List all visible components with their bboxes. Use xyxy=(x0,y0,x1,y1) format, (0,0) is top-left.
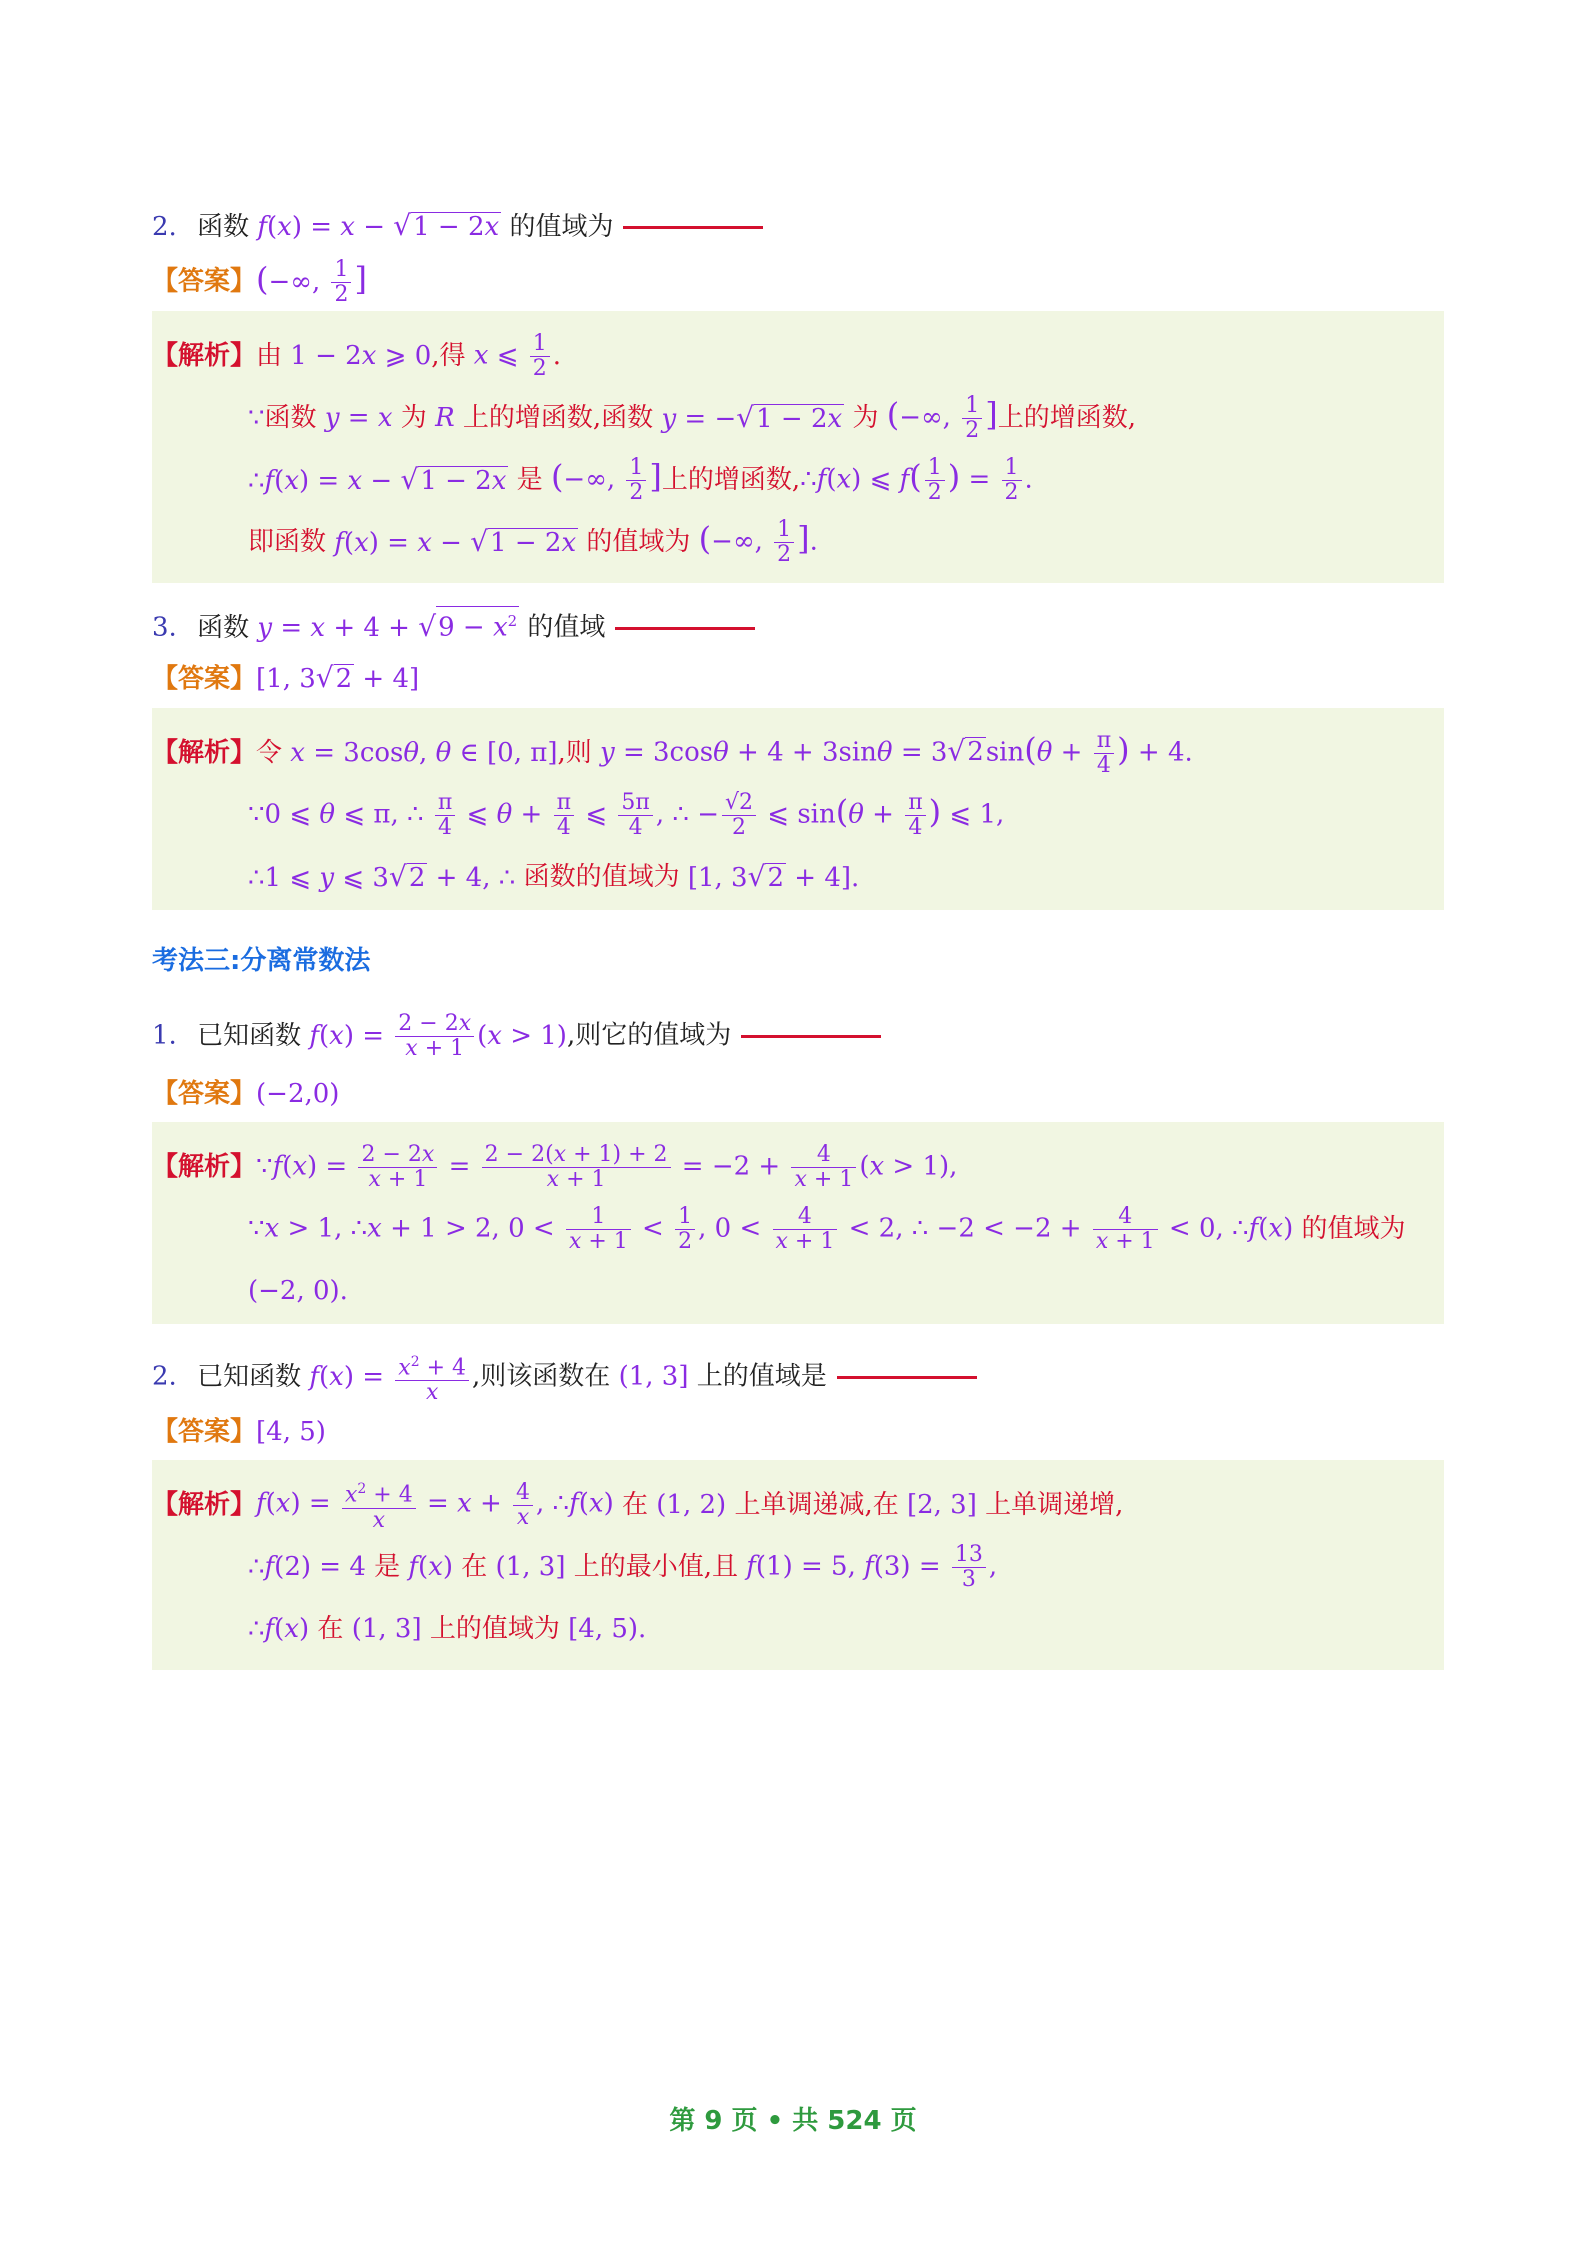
question-number: 2. xyxy=(152,1361,177,1392)
question-suffix: 的值域 xyxy=(527,612,606,643)
answer-tag: 【答案】 xyxy=(152,664,257,694)
answer-tag: 【答案】 xyxy=(152,266,257,297)
solution-tag: 【解析】 xyxy=(152,1490,257,1520)
solution-box-q2 xyxy=(152,311,1444,583)
question-prefix: 函数 xyxy=(197,212,250,242)
solution-line: 即函数 f(x) = x − √1 − 2x 的值域为 (−∞, $\frac{1}{2}$ ]. xyxy=(248,516,818,567)
question-prefix: 已知函数 xyxy=(197,1020,302,1051)
answer-tag: 【答案】 xyxy=(152,1417,257,1447)
answer-tag: 【答案】 xyxy=(152,1079,257,1109)
answer-value: [4, 5) xyxy=(256,1417,326,1447)
question-suffix: 的值域为 xyxy=(509,212,614,242)
answer-row xyxy=(152,1412,1442,1452)
answer-blank xyxy=(837,1376,977,1379)
question-formula: f(x) = x − √1 − 2x xyxy=(257,209,500,242)
question-number: 2. xyxy=(152,212,177,242)
answer-blank xyxy=(741,1035,881,1038)
answer-value: [1, 3√2 + 4] xyxy=(256,661,420,694)
answer-row xyxy=(152,658,1442,699)
question-2 xyxy=(152,206,1442,247)
solution-line: 【解析】 ∵f(x) = $\frac{2 - 2x}{x + 1}$ = $\frac{2 - 2(x + 1) + 2}{x + 1}$ = −2 + $\frac{4}{x + 1}$ (x > 1), xyxy=(152,1141,958,1192)
answer-row xyxy=(152,1074,1442,1114)
answer-blank xyxy=(615,627,755,630)
solution-tag: 【解析】 xyxy=(152,738,257,768)
solution-box-q3 xyxy=(152,708,1444,910)
question-prefix: 函数 xyxy=(197,612,250,643)
question-3 xyxy=(152,606,1442,648)
solution-line: ∵0 ⩽ θ ⩽ π, ∴ $\frac{\pi}{4}$ ⩽ θ + $\frac{\pi}{4}$ ⩽ $\frac{5\pi}{4}$ , ∴ − $\frac{√2}{2}$ ⩽ sin(θ + $\frac{\pi}{4}$ ) ⩽ 1, xyxy=(248,789,1005,840)
solution-line: 【解析】 f(x) = $\frac{x^2 + 4}{x}$ = x + $\frac{4}{x}$ , ∴f(x) 在 (1, 2) 上单调递减,在 [2, 3] 上单调递增, xyxy=(152,1474,1444,1536)
section3-question-1 xyxy=(152,1012,1442,1061)
solution-line: ∴f(x) 在 (1, 3] 上的值域为 [4, 5). xyxy=(248,1614,647,1644)
solution-line: 【解析】 由 1 − 2x ⩾ 0 ,得 x ⩽ $\frac{1}{2}$ . xyxy=(152,330,562,381)
question-middle: ,则该函数在 xyxy=(472,1361,611,1392)
question-number: 1. xyxy=(152,1020,177,1051)
page-footer: 第 9 页 • 共 524 页 xyxy=(669,2106,917,2136)
question-prefix: 已知函数 xyxy=(197,1361,302,1392)
section-title: 考法三:分离常数法 xyxy=(152,946,371,976)
answer-blank xyxy=(623,226,763,229)
question-suffix: ,则它的值域为 xyxy=(566,1020,732,1051)
solution-line: ∵ 函数 y = x 为 R 上的增函数,函数 y = −√1 − 2x 为 (−∞, $\frac{1}{2}$ ] 上的增函数, xyxy=(248,392,1136,443)
solution-line: (−2, 0). xyxy=(248,1276,348,1306)
question-formula: f(x) = $\frac{x^2 + 4}{x}$ xyxy=(309,1362,472,1392)
question-suffix: 上的值域是 xyxy=(696,1361,827,1392)
question-formula: $y = x + 4 + √9 - x^2$ xyxy=(257,613,519,643)
solution-line: ∵x > 1, ∴x + 1 > 2, 0 < $\frac{1}{x + 1}$ < $\frac{1}{2}$ , 0 < $\frac{4}{x + 1}$ < 2, ∴ −2 < −2 + $\frac{4}{x + 1}$ < 0, ∴f(x) 的值域为 xyxy=(248,1203,1406,1254)
solution-box-s3q1 xyxy=(152,1122,1444,1324)
answer-value: (−∞, $\frac{1}{2}$ ] xyxy=(256,257,367,307)
solution-tag: 【解析】 xyxy=(152,341,257,371)
answer-value: (−2,0) xyxy=(256,1079,340,1109)
solution-tag: 【解析】 xyxy=(152,1152,257,1182)
section3-question-2: 2. 已知函数 f(x) = $\frac{x^2 + 4}{x}$ ,则该函数在 (1, 3] 上的值域是 xyxy=(152,1350,1442,1405)
question-number: 3. xyxy=(152,612,177,643)
solution-box-s3q2 xyxy=(152,1460,1444,1670)
solution-line: ∴f(x) = x − √1 − 2x 是 (−∞, $\frac{1}{2}$ ] 上的增函数, ∴f(x) ⩽ f( $\frac{1}{2}$ ) = $\frac{1}{2}$ . xyxy=(248,454,1033,505)
solution-line: ∴f(2) = 4 是 f(x) 在 (1, 3] 上的最小值,且 f(1) = 5, f(3) = $\frac{13}{3}$ , xyxy=(248,1541,998,1592)
answer-row xyxy=(152,258,1442,307)
question-formula: f(x) = $\frac{2 - 2x}{x + 1}$ (x > 1) xyxy=(309,1011,567,1061)
solution-line: ∴1 ⩽ y ⩽ 3√2 + 4, ∴ 函数的值域为 [1, 3√2 + 4]. xyxy=(248,859,860,893)
solution-line: 【解析】 令 x = 3cosθ, θ ∈ [0, π] ,则 y = 3cosθ + 4 + 3sinθ = 3√2sin(θ + $\frac{\pi}{4}$ ) + 4. xyxy=(152,727,1193,778)
